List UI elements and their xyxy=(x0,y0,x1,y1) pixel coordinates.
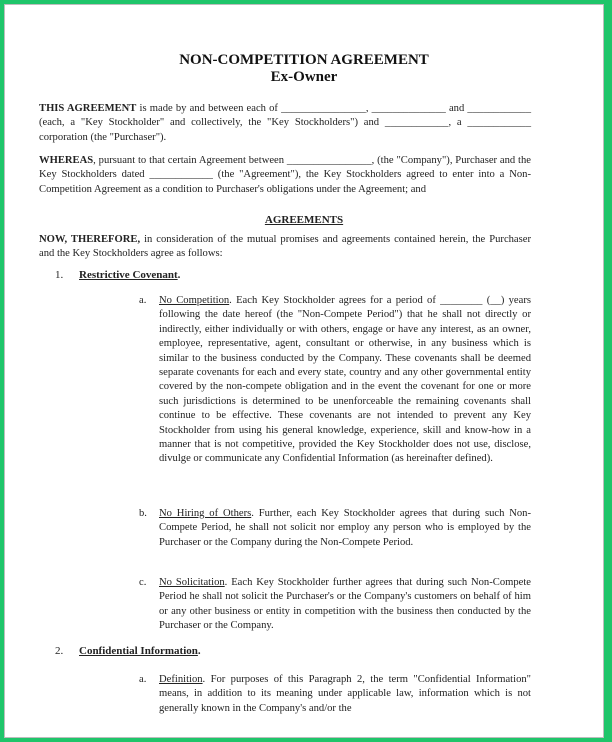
subsection-2a-body xyxy=(159,673,531,716)
subsection-a-letter: a. xyxy=(139,295,147,306)
document-subtitle: Ex-Owner xyxy=(270,69,338,85)
subsection-2a-text: . For purposes of this Paragraph 2, the term "Confidential Information" means, in addition to its meaning under applicable law, information which is not generally known in the Company's and/or the xyxy=(159,674,531,714)
subsection-b-letter: b. xyxy=(139,508,147,519)
subsection-b-label: No Hiring of Others xyxy=(159,508,252,519)
subsection-b-text: . Further, each Key Stockholder agrees that during such Non-Compete Period, he shall not solicit nor employ any person who is employed by the Purchaser or the Company during the Non-Compete Period. xyxy=(159,508,531,548)
section-2-dot: . xyxy=(197,645,201,657)
section-2-heading xyxy=(55,645,201,657)
section-2-number: 2. xyxy=(55,645,64,657)
whereas-paragraph xyxy=(39,154,531,197)
subsection-2a-label: Definition xyxy=(159,674,203,685)
now-text: in consideration of the mutual promises and agreements contained herein, the Purchaser and the Key Stockholders agree as follows: xyxy=(39,234,531,260)
intro-lead: THIS AGREEMENT xyxy=(39,103,137,114)
section-1-number: 1. xyxy=(55,269,64,281)
subsection-c-label: No Solicitation xyxy=(159,577,225,588)
subsection-a-text: . Each Key Stockholder agrees for a period of ________ (__) years following the date hereof (the "Non-Compete Period") that he shall not directly or indirectly, either individually or with others, engage or have any interest, as an owner, employee, representative, agent, consultant or otherwise, in any business which is similar to the business conducted by the Company. These covenants shall be deemed separate covenants for each and every state, country and any other governmental entity covered by the non-compete obligation and in the event the covenant for one or more such jurisdictions is determined to be unenforceable the remaining covenants shall continue to be effective. These covenants are not intended to prevent any Key Stockholder from using his general knowledge, experience, skill and know-how in a manner that is not competitive, provided the Key Stockholder does not use, disclose, divulge or communicate any Confidential Information (as hereinafter defined). xyxy=(159,295,531,465)
whereas-lead: WHEREAS xyxy=(39,155,94,166)
now-lead: NOW, THEREFORE, xyxy=(39,234,141,245)
whereas-text: , pursuant to that certain Agreement between ________________, (the "Company"), Purchaser and the Key Stockholders dated ____________ (the "Agreement"), the Key Stockholders agreed to enter into a Non-Competition Agreement as a condition to Purchaser's obligations under the Agreement; and xyxy=(39,155,531,195)
now-therefore-paragraph xyxy=(39,233,531,262)
subsection-c-letter: c. xyxy=(139,577,147,588)
subsection-a-label: No Competition xyxy=(159,295,230,306)
section-1-heading xyxy=(55,269,180,281)
agreements-heading: AGREEMENTS xyxy=(264,214,344,226)
subsection-a-body xyxy=(159,294,531,467)
subsection-2a-letter: a. xyxy=(139,674,147,685)
subsection-b-body xyxy=(159,507,531,550)
section-1-dot: . xyxy=(177,269,181,281)
subsection-c-body xyxy=(159,576,531,634)
section-2-label: Confidential Information xyxy=(79,645,198,657)
intro-paragraph xyxy=(39,102,531,145)
document-page xyxy=(4,4,604,738)
section-1-label: Restrictive Covenant xyxy=(79,269,178,281)
document-title: NON-COMPETITION AGREEMENT xyxy=(179,52,429,68)
subsection-c-text: . Each Key Stockholder further agrees that during such Non-Compete Period he shall not solicit the Purchaser's or the Company's customers on behalf of him or any other business or entity in competition with the business then conducted by the Purchaser or the Company. xyxy=(159,577,531,632)
intro-text: is made by and between each of ________________, ______________ and ____________ (each, a "Key Stockholder" and collectively, the "Key Stockholders") and ____________, a ____________ corporation (the "Purchaser"). xyxy=(39,103,531,143)
